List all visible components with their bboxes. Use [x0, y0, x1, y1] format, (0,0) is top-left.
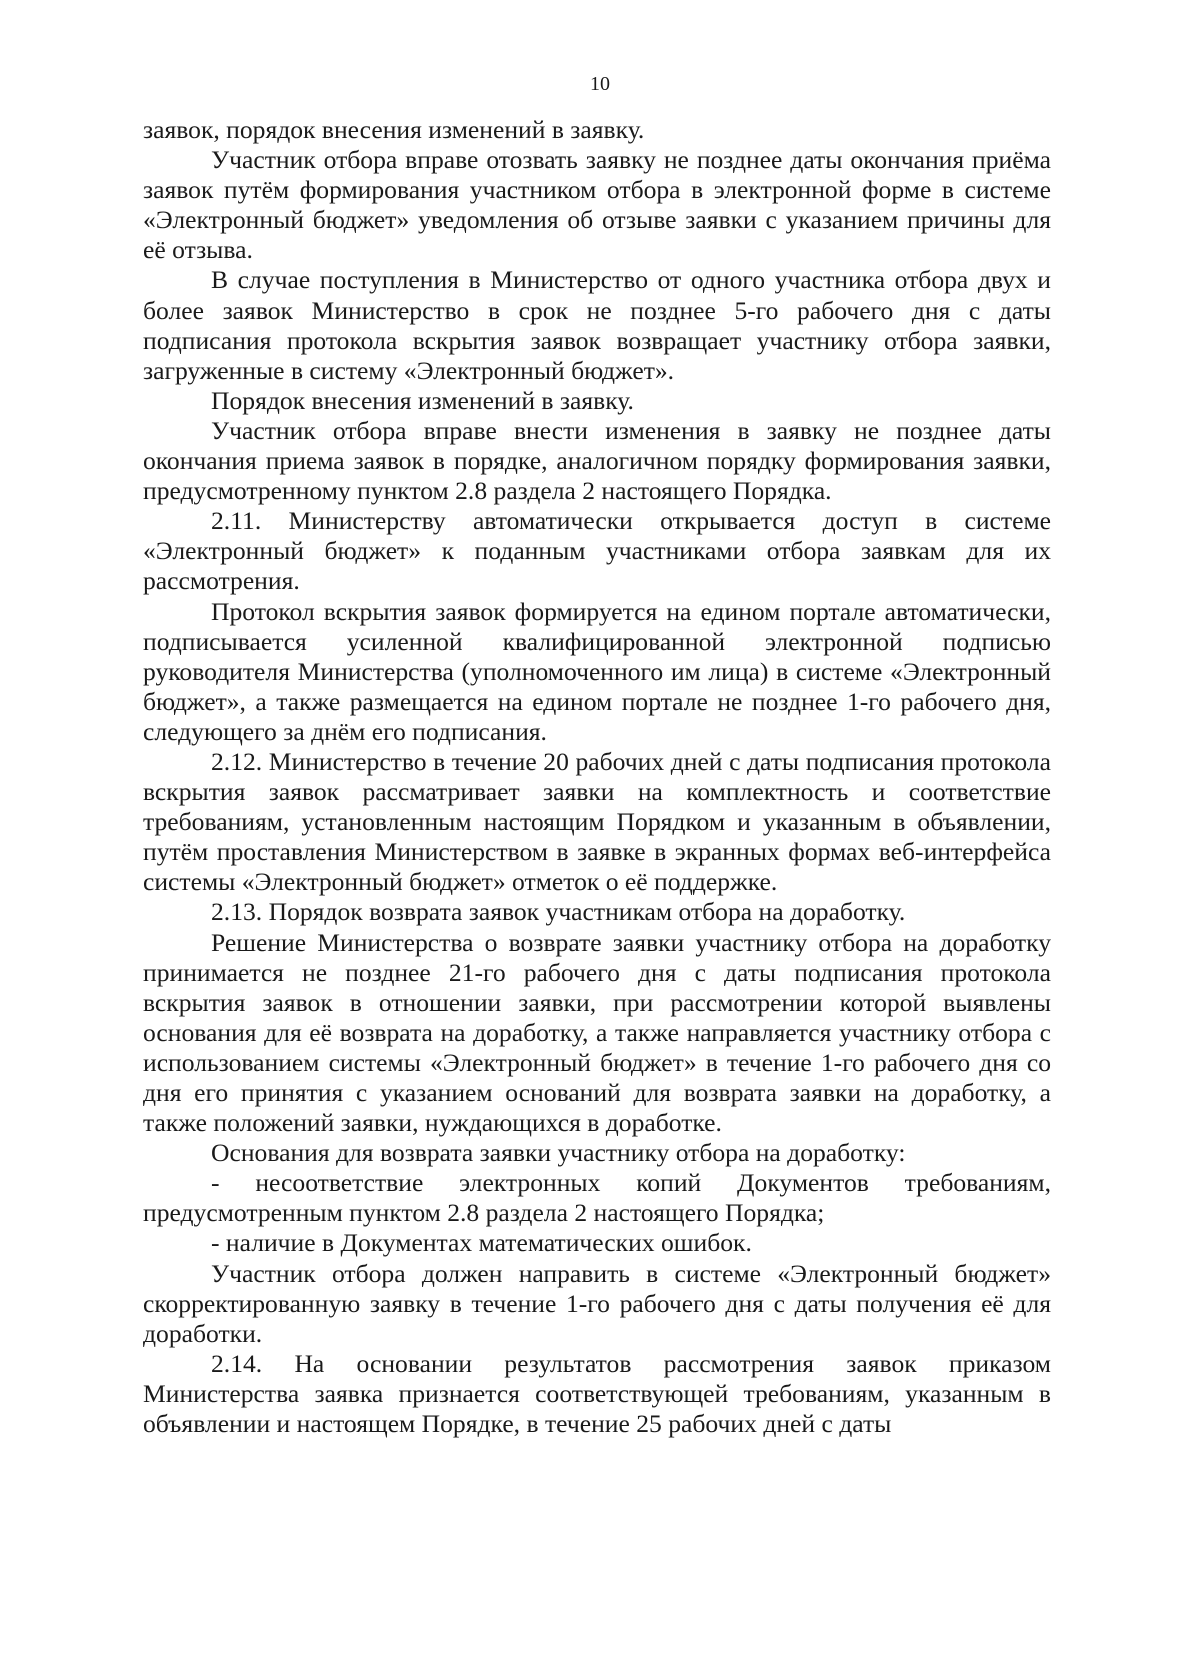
paragraph-3: В случае поступления в Министерство от одного участника отбора двух и более заявок Министерство в срок не позднее 5-го рабочего дня с даты подписания протокола вскрытия заявок возвращает участнику отбора заявки, загруженные в систему «Электронный бюджет». — [143, 265, 1051, 385]
paragraph-8: 2.12. Министерство в течение 20 рабочих дней с даты подписания протокола вскрытия заявок рассматривает заявки на комплектность и соответствие требованиям, установленным настоящим Порядком и указанным в объявлении, путём проставления Министерством в заявке в экранных формах веб-интерфейса системы «Электронный бюджет» отметок о её поддержке. — [143, 746, 1051, 897]
page-number: 10 — [590, 73, 610, 95]
list-item-1: - несоответствие электронных копий Документов требованиям, предусмотренным пунктом 2.8 раздела 2 настоящего Порядка; — [143, 1168, 1051, 1228]
paragraph-5: Участник отбора вправе внести изменения в заявку не позднее даты окончания приема заявок в порядке, аналогичном порядку формирования заявки, предусмотренному пунктом 2.8 раздела 2 настоящего Порядка. — [143, 415, 1051, 506]
paragraph-1: заявок, порядок внесения изменений в заявку. — [143, 115, 645, 144]
document-body — [143, 115, 1051, 1439]
paragraph-12: Участник отбора должен направить в системе «Электронный бюджет» скорректированную заявку в течение 1-го рабочего дня с даты получения её для доработки. — [143, 1258, 1051, 1348]
paragraph-4: Порядок внесения изменений в заявку. — [211, 385, 634, 415]
paragraph-13: 2.14. На основании результатов рассмотрения заявок приказом Министерства заявка признается соответствующей требованиям, указанным в объявлении и настоящем Порядке, в течение 25 рабочих дней с даты — [143, 1348, 1051, 1439]
paragraph-10: Решение Министерства о возврате заявки участнику отбора на доработку принимается не позднее 21-го рабочего дня с даты подписания протокола вскрытия заявок в отношении заявки, при рассмотрении которой выявлены основания для её возврата на доработку, а также направляется участнику отбора с использованием системы «Электронный бюджет» в течение 1-го рабочего дня со дня его принятия с указанием оснований для возврата заявки на доработку, а также положений заявки, нуждающихся в доработке. — [143, 927, 1051, 1138]
paragraph-7: Протокол вскрытия заявок формируется на едином портале автоматически, подписывается усиленной квалифицированной электронной подписью руководителя Министерства (уполномоченного им лица) в системе «Электронный бюджет», а также размещается на едином портале не позднее 1-го рабочего дня, следующего за днём его подписания. — [143, 596, 1051, 746]
paragraph-11: Основания для возврата заявки участнику отбора на доработку: — [211, 1138, 906, 1168]
paragraph-2: Участник отбора вправе отозвать заявку не позднее даты окончания приёма заявок путём формирования участником отбора в электронной форме в системе «Электронный бюджет» уведомления об отзыве заявки с указанием причины для её отзыва. — [143, 145, 1051, 265]
paragraph-9: 2.13. Порядок возврата заявок участникам отбора на доработку. — [211, 897, 906, 927]
paragraph-6: 2.11. Министерству автоматически открывается доступ в системе «Электронный бюджет» к поданным участниками отбора заявкам для их рассмотрения. — [143, 506, 1051, 596]
list-item-2: - наличие в Документах математических ошибок. — [211, 1228, 752, 1258]
